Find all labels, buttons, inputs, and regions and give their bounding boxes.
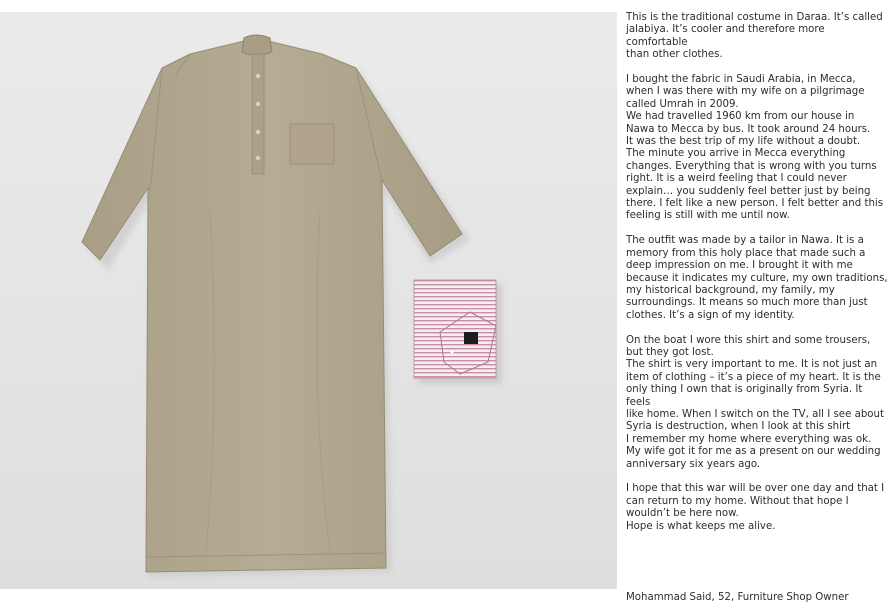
button — [256, 74, 260, 78]
paragraph-tailor: The outfit was made by a tailor in Nawa. It is a memory from this holy place that made such a deep impression on me. I brought it with me because it indicates my culture, my own traditions, my historical background, my family, my surroundings. It means so much more than just clothes. It’s a sign of my identity. — [626, 235, 888, 321]
button — [256, 102, 260, 106]
paragraph-mecca: I bought the fabric in Saudi Arabia, in Mecca, when I was there with my wife on a pilgrimage called Umrah in 2009. We had travelled 1960 km from our house in Nawa to Mecca by bus. It took around 24 hours. It was the best trip of my life without a doubt. The minute you arrive in Mecca everything changes. Everything that is wrong with you turns right. It is a weird feeling that I could never explain… you suddenly feel better just by being there. I felt like a new person. I felt better and this feeling is still with me until now. — [626, 74, 884, 222]
chest-pocket — [290, 124, 334, 164]
paragraph-costume: This is the traditional costume in Daraa. It’s called jalabiya. It’s cooler and therefore more comfortable than other clothes. — [626, 12, 883, 61]
button — [256, 130, 260, 134]
paragraph-shirt: On the boat I wore this shirt and some trousers, but they got lost. The shirt is very important to me. It is not just an item of clothing – it’s a piece of my heart. It is the only thing I own that is originally from Syria. It feels like home. When I switch on the TV, all I see about Syria is destruction, when I look at this shirt I remember my home where everything was ok. My wife got it for me as a present on our wedding anniversary six years ago. — [626, 334, 884, 470]
clothing-photo — [0, 12, 617, 589]
author-caption: Mohammad Said, 52, Furniture Shop Owner — [626, 592, 849, 603]
paragraph-hope: I hope that this war will be over one day and that I can return to my home. Without that hope I wouldn’t be here now. Hope is what keeps me alive. — [626, 483, 885, 532]
shirt-label — [464, 332, 478, 344]
folded-shirt — [414, 280, 496, 378]
jalabiya-robe — [82, 40, 462, 572]
jalabiya-collar — [242, 35, 272, 55]
clothing-illustration — [0, 12, 617, 589]
button — [256, 156, 260, 160]
story-text — [626, 12, 888, 602]
shirt-button — [450, 350, 453, 353]
